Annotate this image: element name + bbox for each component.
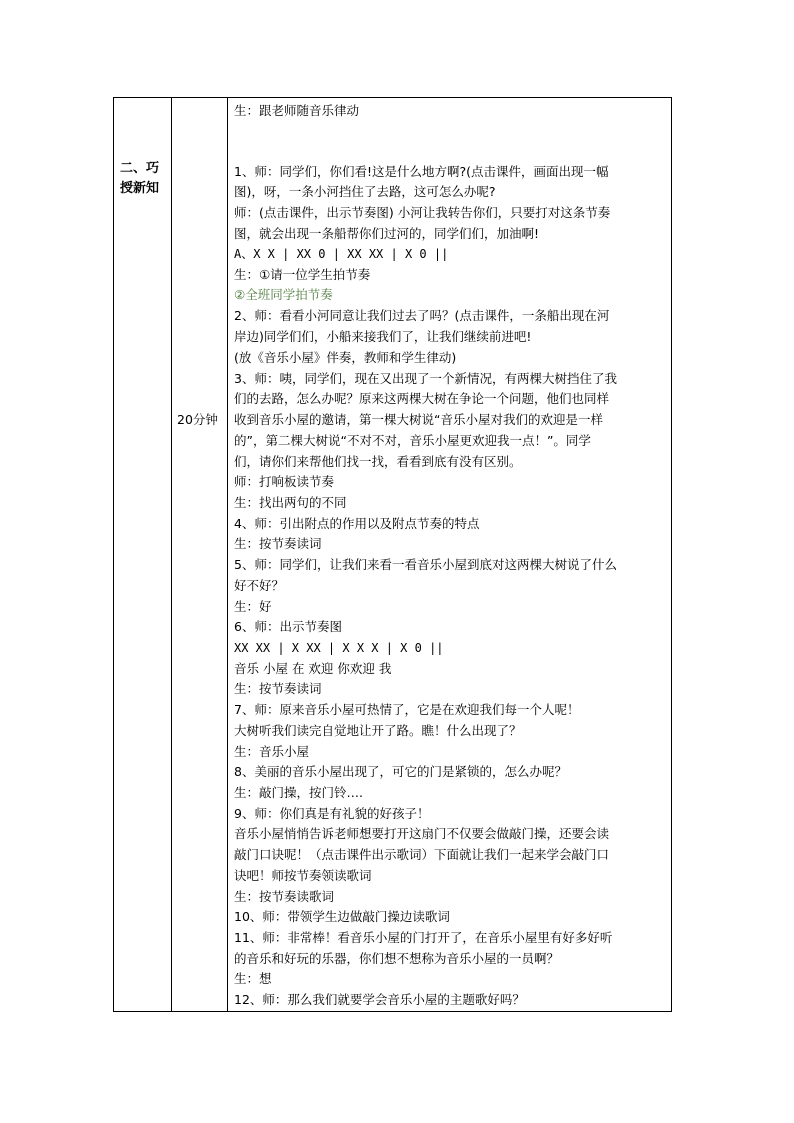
content-line: 生：敲门操，按门铃…. [234, 785, 363, 800]
content-line: 2、师：看看小河同意让我们过去了吗？(点击课件，一条船出现在河 [234, 308, 610, 323]
content-line: 大树听我们读完自觉地让开了路。瞧！什么出现了？ [234, 723, 522, 738]
content-line: 生：①请一位学生拍节奏 [234, 267, 371, 282]
content-line: 7、师：原来音乐小屋可热情了，它是在欢迎我们每一个人呢！ [234, 702, 580, 717]
content-line: 生：按节奏读词 [234, 681, 322, 696]
content-line: 生：好 [234, 599, 272, 614]
content-line: 图，就会出现一条船帮你们过河的，同学们们，加油啊! [234, 226, 540, 241]
section-cell [114, 98, 172, 1011]
content-line: 3、师：咦，同学们，现在又出现了一个新情况，有两棵大树挡住了我 [234, 371, 617, 386]
content-line: 诀吧！师按节奏领读歌词 [234, 868, 372, 883]
content-line: 10、师：带领学生边做敲门操边读歌词 [234, 909, 450, 924]
lesson-table [113, 97, 672, 1012]
content-line: 们，请你们来帮他们找一找，看看到底有没有区别。 [234, 454, 522, 469]
content-line: 们的去路，怎么办呢？原来这两棵大树在争论一个问题，他们也同样 [234, 391, 610, 406]
content-line: 生：找出两句的不同 [234, 495, 347, 510]
content-line: 岸边)同学们们，小船来接我们了，让我们继续前进吧! [234, 329, 532, 344]
content-line: 9、师：你们真是有礼貌的好孩子！ [234, 806, 430, 821]
content-line: 生：想 [234, 971, 272, 986]
content-line: 5、师：同学们，让我们来看一看音乐小屋到底对这两棵大树说了什么 [234, 557, 617, 572]
content-line: 的”，第二棵大树说“不对不对，音乐小屋更欢迎我一点！”。同学 [234, 433, 591, 448]
content-cell [228, 98, 671, 1011]
content-line: 生：按节奏读歌词 [234, 889, 335, 904]
content-line: 收到音乐小屋的邀请，第一棵大树说“音乐小屋对我们的欢迎是一样 [234, 412, 603, 427]
content-line: 师：打响板读节奏 [234, 474, 335, 489]
time-cell [172, 98, 228, 1011]
content-line: 好不好？ [234, 578, 285, 593]
content-line: 图)，呀，一条小河挡住了去路，这可怎么办呢? [234, 184, 496, 199]
time-label: 20分钟 [177, 412, 218, 427]
content-line: A、X X | XX 0 | XX XX | X 0 || [234, 247, 449, 261]
content-line: (放《音乐小屋》伴奏，教师和学生律动) [234, 350, 457, 365]
content-line: 6、师：出示节奏图 [234, 619, 342, 634]
content-line: 音乐 小屋 在 欢迎 你欢迎 我 [234, 661, 392, 676]
content-line: 的音乐和好玩的乐器，你们想不想称为音乐小屋的一员啊？ [234, 951, 560, 966]
content-line: 12、师：那么我们就要学会音乐小屋的主题歌好吗？ [234, 992, 525, 1007]
content-line: 4、师：引出附点的作用以及附点节奏的特点 [234, 516, 480, 531]
content-line: 师：(点击课件，出示节奏图) 小河让我转告你们，只要打对这条节奏 [234, 205, 611, 220]
content-line: XX XX | X XX | X X X | X 0 || [234, 641, 444, 655]
content-line: 1、师：同学们，你们看!这是什么地方啊?(点击课件，画面出现一幅 [234, 164, 609, 179]
content-line: ②全班同学拍节奏 [234, 287, 333, 302]
content-line: 生：音乐小屋 [234, 744, 310, 759]
content-line: 8、美丽的音乐小屋出现了，可它的门是紧锁的，怎么办呢？ [234, 764, 567, 779]
content-line: 音乐小屋悄悄告诉老师想要打开这扇门不仅要会做敲门操，还要会读 [234, 826, 610, 841]
content-line: 敲门口诀呢！（点击课件出示歌词）下面就让我们一起来学会敲门口 [234, 847, 610, 862]
section-title: 二、巧授新知 [120, 161, 160, 196]
content-line: 生：按节奏读词 [234, 536, 322, 551]
content-line: 生：跟老师随音乐律动 [234, 103, 360, 118]
content-line: 11、师：非常棒！看音乐小屋的门打开了，在音乐小屋里有好多好听 [234, 930, 613, 945]
